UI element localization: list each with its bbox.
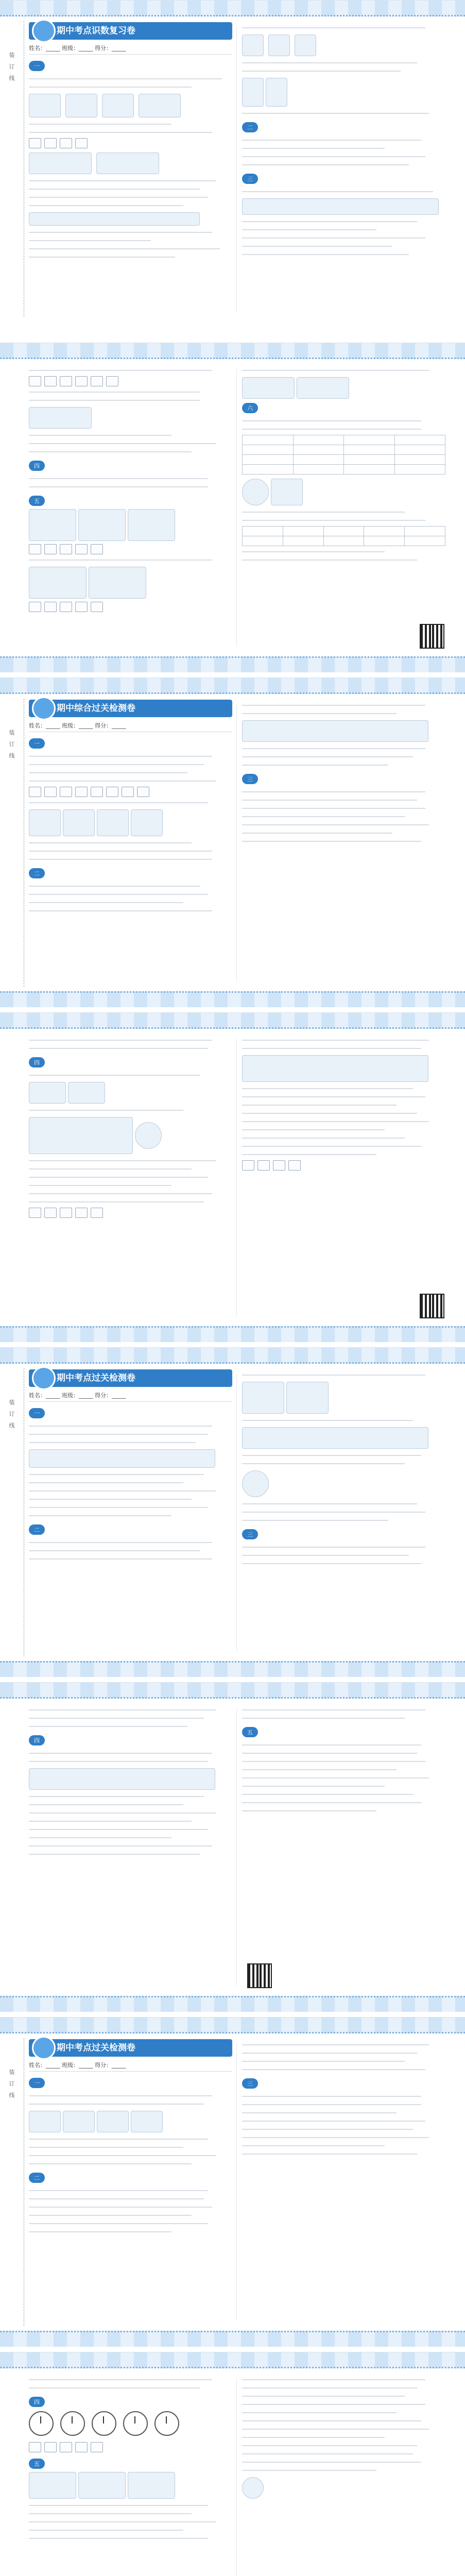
column-divider (236, 1374, 237, 1651)
character-picture (242, 2477, 264, 2499)
worksheet-page-2 (0, 343, 465, 672)
page-title: 期中考点识数复习卷 (29, 22, 232, 40)
column-divider (236, 2378, 237, 2576)
section-tag: 三 (242, 2078, 258, 2089)
right-column (242, 1704, 445, 1991)
answer-boxes (29, 138, 232, 148)
left-column (29, 2374, 232, 2576)
section-tag: 二 (242, 122, 258, 132)
illustration (128, 509, 175, 541)
left-column (29, 1369, 232, 1656)
right-column (242, 2039, 445, 2326)
illustration (78, 2472, 126, 2499)
page-top-border (0, 678, 465, 694)
right-column (242, 2374, 445, 2576)
illustration (242, 377, 295, 399)
right-column (242, 700, 445, 987)
student-info: 姓名：_____ 班级：_____ 得分：_____ (29, 721, 232, 732)
illustration (242, 1470, 269, 1497)
answer-box[interactable] (91, 376, 103, 386)
cube-stack-picture (242, 78, 264, 107)
answer-box[interactable] (106, 376, 118, 386)
worksheet-page-5 (0, 1347, 465, 1677)
column-divider (236, 704, 237, 981)
character-picture (135, 1122, 162, 1149)
section-tag: 五 (242, 1727, 258, 1737)
counting-picture (65, 94, 97, 117)
section-tag: 四 (29, 1735, 45, 1745)
illustration (29, 567, 87, 599)
page-bottom-border (0, 991, 465, 1007)
illustration (271, 479, 303, 505)
page-top-border (0, 343, 465, 359)
section-tag: 一 (29, 61, 45, 71)
abacus-picture (295, 35, 316, 56)
counting-picture (29, 1768, 215, 1790)
section-tag: 三 (242, 174, 258, 184)
title-badge-icon (32, 2036, 56, 2060)
answer-box[interactable] (75, 138, 88, 148)
page-bottom-border (0, 2331, 465, 2347)
binding-label: 装 订 线 (8, 2069, 15, 2100)
clock-face-icon (60, 2411, 85, 2436)
left-column (29, 2039, 232, 2326)
section-tag: 三 (242, 1529, 258, 1539)
illustration (242, 1382, 284, 1414)
illustration (97, 2111, 129, 2132)
section-tag: 四 (29, 1057, 45, 1067)
illustration (128, 2472, 175, 2499)
right-column (242, 365, 445, 652)
section-tag: 五 (29, 2459, 45, 2469)
worksheet-page-3 (0, 677, 465, 1007)
section-tag: 一 (29, 738, 45, 749)
page-bottom-border (0, 1661, 465, 1677)
train-picture (29, 407, 92, 429)
column-divider (236, 2043, 237, 2321)
answer-box[interactable] (60, 138, 72, 148)
qr-code (420, 624, 444, 649)
page-top-border (0, 1, 465, 16)
illustration (29, 509, 76, 541)
left-column (29, 365, 232, 652)
column-divider (236, 1039, 237, 1316)
section-tag: 六 (242, 403, 258, 413)
clock-face-icon (154, 2411, 179, 2436)
column-divider (236, 26, 237, 312)
cube-stack-picture (266, 78, 287, 107)
page-bottom-border (0, 1996, 465, 2012)
page-title: 期中考点过关检测卷 (29, 2039, 232, 2057)
binding-margin (5, 699, 24, 987)
qr-code (420, 1294, 444, 1318)
shapes-row-picture (242, 198, 439, 215)
illustration (286, 1382, 329, 1414)
illustration (63, 809, 95, 836)
binding-margin (5, 2038, 24, 2326)
clock-face-icon (29, 2411, 54, 2436)
worksheet-page-7 (0, 2017, 465, 2347)
counting-picture (29, 94, 61, 117)
illustration (29, 1082, 66, 1104)
section-tag: 三 (242, 774, 258, 784)
illustration (29, 2111, 61, 2132)
column-divider (236, 369, 237, 647)
binding-margin (5, 21, 24, 317)
title-badge-icon (32, 1366, 56, 1390)
title-badge-icon (32, 19, 56, 43)
number-line (29, 212, 200, 226)
right-column (242, 1369, 445, 1656)
worksheet-page-8 (0, 2352, 465, 2576)
binding-label: 装 订 线 (8, 730, 15, 760)
left-column (29, 22, 232, 317)
illustration (68, 1082, 105, 1104)
house-picture (29, 1117, 133, 1154)
binding-label: 装 订 线 (8, 52, 15, 83)
coin-picture (242, 479, 269, 505)
pencils-picture (242, 1427, 428, 1449)
abacus-picture (268, 35, 290, 56)
counting-picture (102, 94, 134, 117)
worksheet-page-1 (0, 0, 465, 337)
counting-picture (29, 1449, 215, 1468)
clock-face-icon (92, 2411, 116, 2436)
page-top-border (0, 1348, 465, 1364)
section-tag: 二 (29, 868, 45, 878)
student-info: 姓名：_____ 班级：_____ 得分：_____ (29, 1391, 232, 1402)
student-info: 姓名：_____ 班级：_____ 得分：_____ (29, 44, 232, 55)
illustration (131, 809, 163, 836)
answer-box[interactable] (29, 138, 41, 148)
hint-card (29, 152, 92, 174)
section-tag: 二 (29, 2173, 45, 2183)
left-column (29, 1035, 232, 1321)
left-column (29, 700, 232, 987)
bead-string-picture (242, 720, 428, 742)
hint-card (96, 152, 159, 174)
binding-margin (5, 1368, 24, 1656)
illustration (89, 567, 146, 599)
page-top-border (0, 1683, 465, 1699)
section-tag: 一 (29, 1408, 45, 1418)
answer-table (242, 435, 445, 474)
section-tag: 五 (29, 496, 45, 506)
illustration (297, 377, 349, 399)
student-info: 姓名：_____ 班级：_____ 得分：_____ (29, 2061, 232, 2072)
answer-box[interactable] (44, 376, 57, 386)
answer-box[interactable] (44, 138, 57, 148)
section-tag: 四 (29, 2397, 45, 2407)
illustration (131, 2111, 163, 2132)
page-bottom-border (0, 656, 465, 672)
title-badge-icon (32, 697, 56, 720)
page-top-border (0, 1013, 465, 1029)
page-title: 期中综合过关检测卷 (29, 700, 232, 717)
page-top-border (0, 2352, 465, 2368)
counting-picture (242, 1055, 428, 1082)
worksheet-page-6 (0, 1682, 465, 2012)
illustration (97, 809, 129, 836)
column-divider (236, 1708, 237, 1986)
clock-face-icon (123, 2411, 148, 2436)
page-top-border (0, 2018, 465, 2033)
abacus-picture (242, 35, 264, 56)
worksheet-page-4 (0, 1012, 465, 1342)
right-column (242, 22, 445, 317)
section-tag: 四 (29, 461, 45, 471)
counting-picture (139, 94, 181, 117)
left-column (29, 1704, 232, 1991)
illustration (29, 2472, 76, 2499)
section-tag: 二 (29, 1524, 45, 1535)
illustration (78, 509, 126, 541)
binding-label: 装 订 线 (8, 1399, 15, 1430)
qr-code (247, 1963, 272, 1988)
illustration (29, 809, 61, 836)
page-title: 期中考点过关检测卷 (29, 1369, 232, 1387)
answer-box[interactable] (75, 376, 88, 386)
page-bottom-border (0, 1326, 465, 1342)
illustration (63, 2111, 95, 2132)
section-tag: 一 (29, 2078, 45, 2088)
answer-box[interactable] (29, 376, 41, 386)
answer-box[interactable] (60, 376, 72, 386)
answer-table (242, 526, 445, 546)
right-column (242, 1035, 445, 1321)
